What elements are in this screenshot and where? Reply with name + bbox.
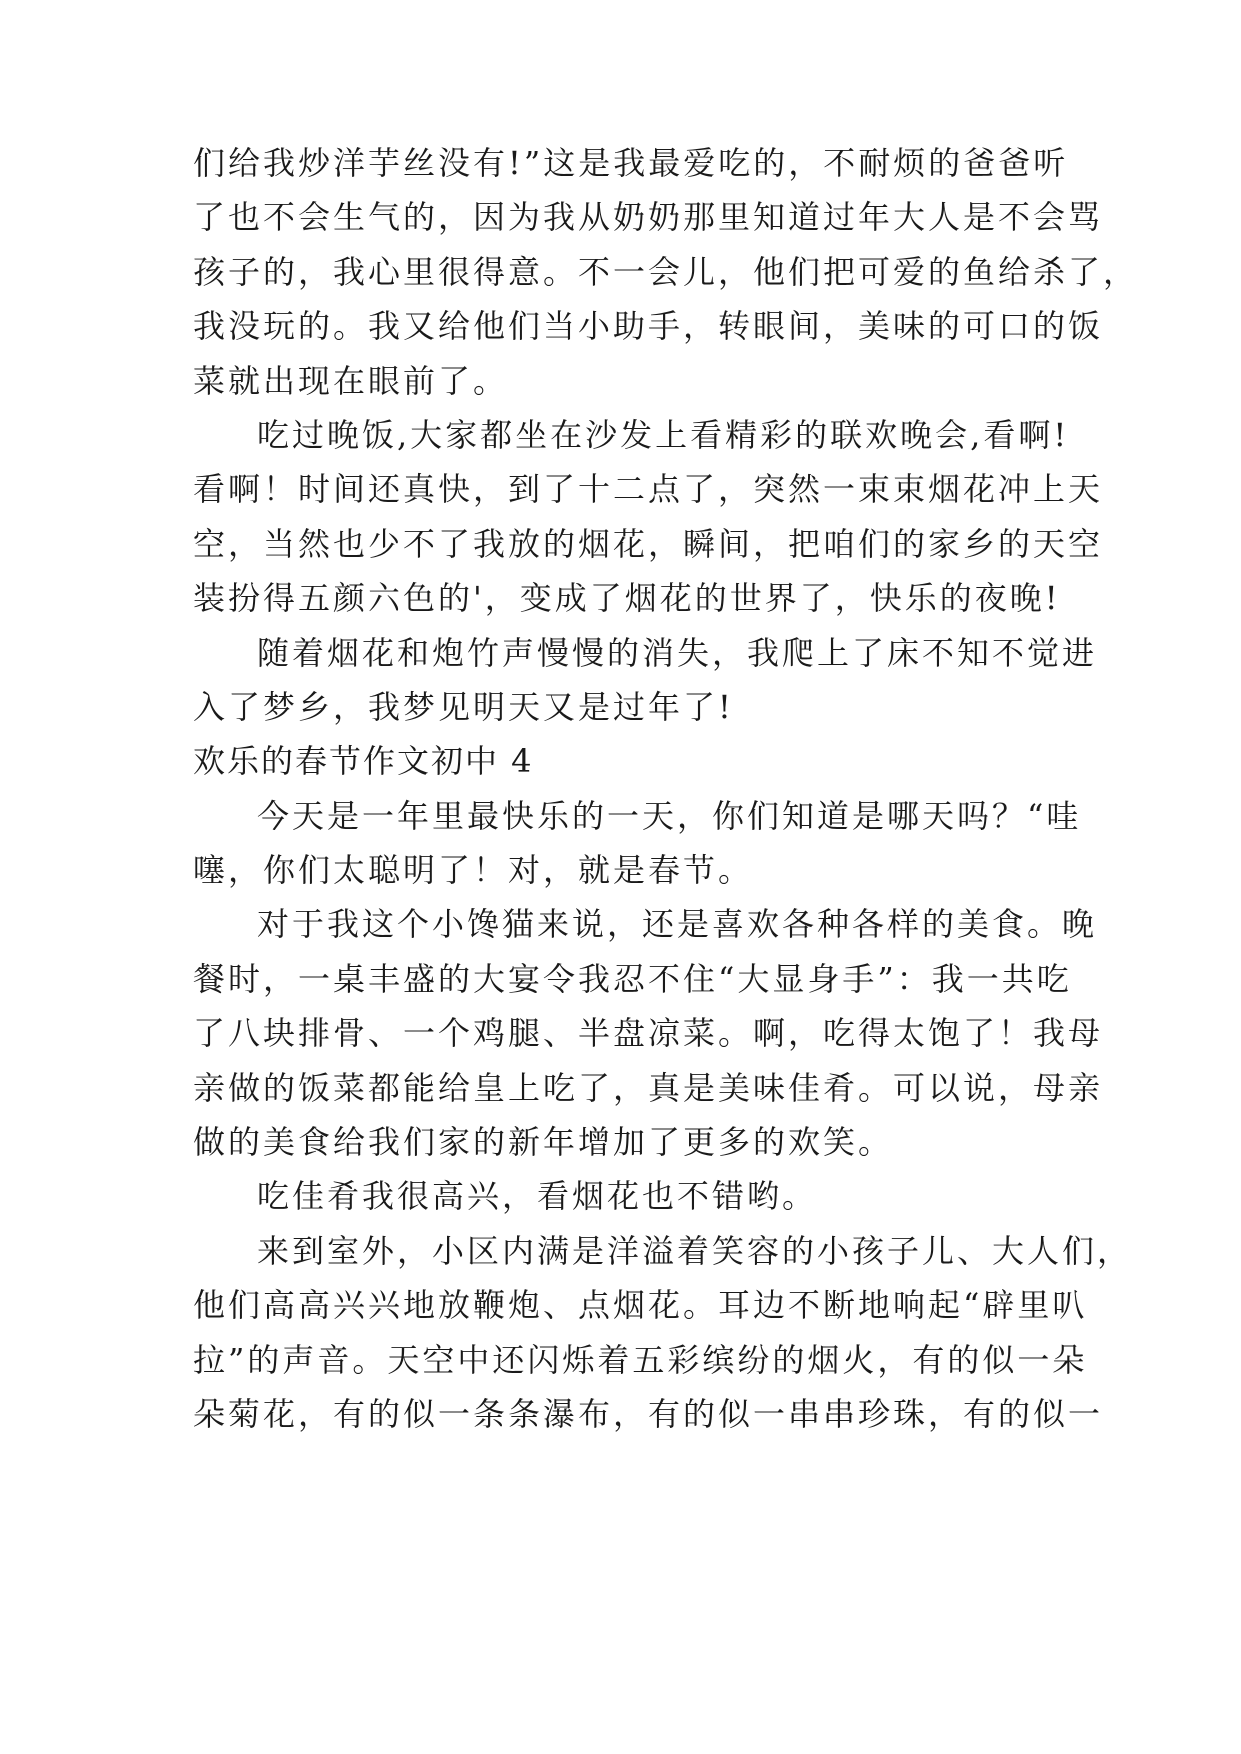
text-line: 噻，你们太聪明了！对，就是春节。 xyxy=(193,851,754,890)
text-line: 看啊！时间还真快，到了十二点了，突然一束束烟花冲上天 xyxy=(193,470,1104,509)
text-line: 入了梦乡，我梦见明天又是过年了! xyxy=(193,687,734,726)
text-line: 拉”的声音。天空中还闪烁着五彩缤纷的烟火，有的似一朵 xyxy=(193,1340,1088,1379)
paragraph-start: 来到室外，小区内满是洋溢着笑容的小孩子儿、大人们， xyxy=(257,1231,1133,1270)
text-line: 做的美食给我们家的新年增加了更多的欢笑。 xyxy=(193,1123,894,1162)
paragraph-start: 随着烟花和炮竹声慢慢的消失，我爬上了床不知不觉进 xyxy=(257,633,1098,672)
text-line: 们给我炒洋芋丝没有!”这是我最爱吃的，不耐烦的爸爸听 xyxy=(193,144,1069,182)
text-line: 空，当然也少不了我放的烟花，瞬间，把咱们的家乡的天空 xyxy=(193,524,1104,563)
text-line: 菜就出现在眼前了。 xyxy=(193,361,509,400)
paragraph-start: 今天是一年里最快乐的一天，你们知道是哪天吗？“哇 xyxy=(257,796,1082,835)
document-page xyxy=(193,136,1139,1441)
text-line: 朵菊花，有的似一条条瀑布，有的似一串串珍珠，有的似一 xyxy=(193,1394,1104,1433)
text-line: 装扮得五颜六色的'，变成了烟花的世界了，快乐的夜晚! xyxy=(193,579,1061,618)
text-line: 餐时，一桌丰盛的大宴令我忍不住“大显身手”：我一共吃 xyxy=(193,959,1072,998)
section-heading: 欢乐的春节作文初中 4 xyxy=(193,742,534,781)
text-line: 了也不会生气的，因为我从奶奶那里知道过年大人是不会骂 xyxy=(193,198,1104,237)
text-line: 亲做的饭菜都能给皇上吃了，真是美味佳肴。可以说，母亲 xyxy=(193,1068,1104,1107)
paragraph-start: 对于我这个小馋猫来说，还是喜欢各种各样的美食。晚 xyxy=(257,905,1098,944)
text-line: 我没玩的。我又给他们当小助手，转眼间，美味的可口的饭 xyxy=(193,307,1104,346)
text-line: 了八块排骨、一个鸡腿、半盘凉菜。啊，吃得太饱了！我母 xyxy=(193,1014,1104,1053)
paragraph-start: 吃佳肴我很高兴，看烟花也不错哟。 xyxy=(257,1177,818,1216)
paragraph-start: 吃过晚饭,大家都坐在沙发上看精彩的联欢晚会,看啊! xyxy=(257,415,1070,454)
text-line: 孩子的，我心里很得意。不一会儿，他们把可爱的鱼给杀了， xyxy=(193,252,1139,291)
text-line: 他们高高兴兴地放鞭炮、点烟花。耳边不断地响起“辟里叭 xyxy=(193,1286,1088,1325)
